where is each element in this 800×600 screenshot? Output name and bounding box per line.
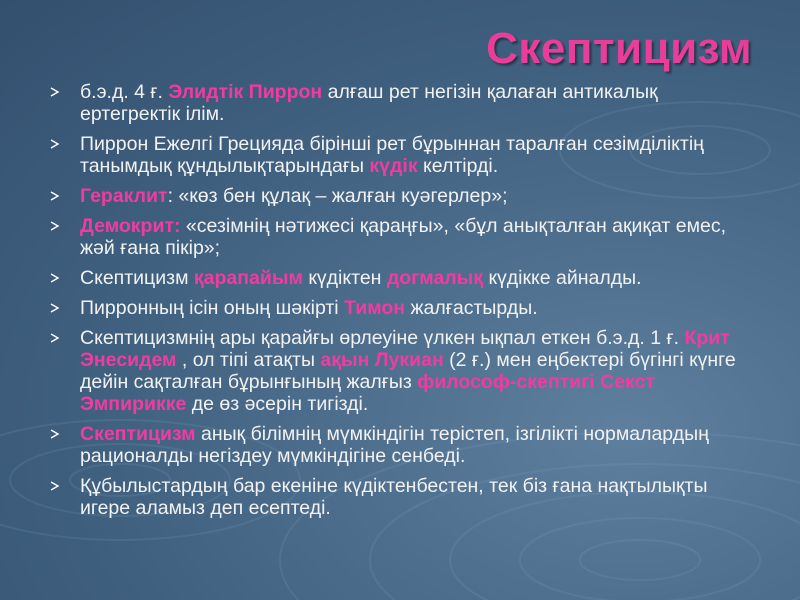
highlighted-term: ақын Лукиан: [320, 349, 444, 371]
bullet-text: күдікке айналды.: [483, 267, 642, 289]
arrow-bullet-icon: [50, 87, 60, 97]
bullet-text: б.э.д. 4 ғ.: [80, 81, 169, 103]
highlighted-term: Тимон: [344, 297, 406, 319]
bullet-text: күдіктен: [302, 267, 387, 289]
bullet-item: [46, 423, 756, 467]
highlighted-term: философ-скептигі Секст Эмпирикке: [80, 371, 655, 415]
arrow-bullet-icon: [50, 139, 60, 149]
bullet-text: «сезімнің нәтижесі қараңғы», «бұл анықталған ақиқат емес, жәй ғана пікір»;: [80, 215, 726, 259]
highlighted-term: Скептицизм: [80, 423, 196, 445]
arrow-bullet-icon: [50, 191, 60, 201]
bullet-text: анық білімнің мүмкіндігін терістеп, ізгілікті нормалардың рационалды негіздеу мүмкіндігіне сенбеді.: [80, 423, 709, 467]
arrow-bullet-icon: [50, 303, 60, 313]
bullet-item: [46, 267, 756, 289]
bullet-text: : «көз бен құлақ – жалған куәгерлер»;: [167, 185, 508, 207]
bullet-text: Пиррон Ежелгі Грецияда бірінші рет бұрыннан таралған сезімділіктің танымдық құндылықтарындағы: [80, 133, 704, 177]
bullet-item: [46, 185, 756, 207]
slide-title: Скептицизм: [486, 24, 752, 73]
bullet-text: (2 ғ.) мен еңбектері бүгінгі күнге дейін сақталған бұрынғының жалғыз: [80, 349, 736, 393]
arrow-bullet-icon: [50, 221, 60, 231]
bullet-item: [46, 297, 756, 319]
highlighted-term: Демокрит:: [80, 215, 181, 237]
bullet-text: , ол тіпі атақты: [176, 349, 321, 371]
highlighted-term: Крит Энесидем: [80, 327, 730, 371]
highlighted-term: күдік: [369, 155, 418, 177]
bullet-list: [46, 81, 756, 527]
arrow-bullet-icon: [50, 273, 60, 283]
arrow-bullet-icon: [50, 481, 60, 491]
bullet-text: Скептицизмнің ары қарайғы өрлеуіне үлкен ықпал еткен б.э.д. 1 ғ.: [80, 327, 685, 349]
highlighted-term: Гераклит: [80, 185, 168, 207]
bullet-text: алғаш рет негізін қалаған антикалық ертегректік ілім.: [80, 81, 658, 125]
bullet-item: [46, 133, 756, 177]
bullet-text: Скептицизм: [80, 267, 194, 289]
bullet-item: [46, 81, 756, 125]
highlighted-term: қарапайым: [193, 267, 303, 289]
arrow-bullet-icon: [50, 429, 60, 439]
bullet-text: келтірді.: [417, 155, 499, 177]
highlighted-term: Элидтік Пиррон: [168, 81, 323, 103]
highlighted-term: догмалық: [386, 267, 484, 289]
bullet-text: жалғастырды.: [405, 297, 538, 319]
bullet-text: де өз әсерін тигізді.: [186, 393, 369, 415]
bullet-text: Пирронның ісін оның шәкірті: [80, 297, 345, 319]
bullet-item: [46, 215, 756, 259]
bullet-item: [46, 475, 756, 519]
arrow-bullet-icon: [50, 333, 60, 343]
bullet-text: Құбылыстардың бар екеніне күдіктенбестен, тек біз ғана нақтылықты игере аламыз деп есептеді.: [80, 475, 708, 519]
bullet-item: [46, 327, 756, 415]
